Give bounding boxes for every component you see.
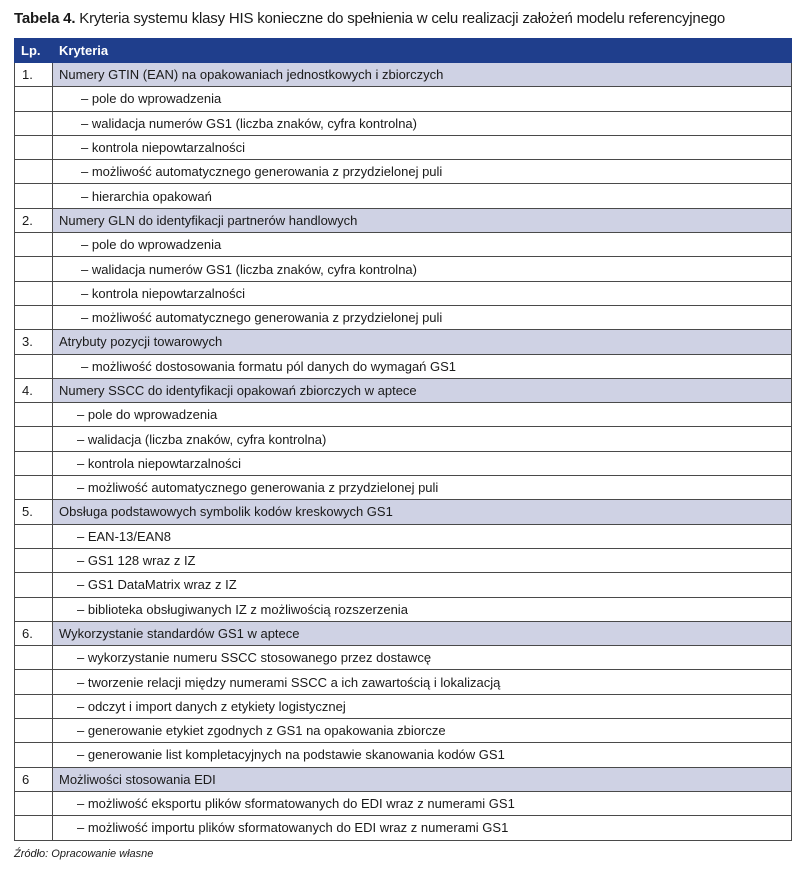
row-number-empty: [15, 791, 53, 815]
criteria-table: [14, 38, 792, 841]
row-number-empty: [15, 160, 53, 184]
row-number-empty: [15, 354, 53, 378]
row-number-empty: [15, 135, 53, 159]
table-row-group: [15, 767, 792, 791]
table-row: [15, 791, 792, 815]
row-number: 2.: [15, 208, 53, 232]
row-number-empty: [15, 281, 53, 305]
row-number-empty: [15, 719, 53, 743]
table-row: [15, 135, 792, 159]
caption-label: Tabela 4.: [14, 10, 76, 27]
table-row: [15, 160, 792, 184]
table-row: [15, 670, 792, 694]
criterion-item: – możliwość automatycznego generowania z przydzielonej puli: [53, 305, 792, 329]
table-row: [15, 694, 792, 718]
header-kryteria: Kryteria: [53, 39, 792, 63]
header-lp: Lp.: [15, 39, 53, 63]
table-row-group: [15, 208, 792, 232]
table-row: [15, 257, 792, 281]
row-number: 3.: [15, 330, 53, 354]
row-number-empty: [15, 694, 53, 718]
table-row: [15, 305, 792, 329]
table-caption: [14, 8, 790, 30]
group-title: Numery SSCC do identyfikacji opakowań zbiorczych w aptece: [53, 378, 792, 402]
criterion-item: – odczyt i import danych z etykiety logistycznej: [53, 694, 792, 718]
criterion-item: – możliwość dostosowania formatu pól danych do wymagań GS1: [53, 354, 792, 378]
table-row: [15, 476, 792, 500]
criterion-item: – kontrola niepowtarzalności: [53, 281, 792, 305]
table-row: [15, 719, 792, 743]
group-title: Numery GLN do identyfikacji partnerów handlowych: [53, 208, 792, 232]
row-number-empty: [15, 524, 53, 548]
table-row-group: [15, 330, 792, 354]
table-header-row: [15, 39, 792, 63]
row-number: 4.: [15, 378, 53, 402]
criterion-item: – wykorzystanie numeru SSCC stosowanego przez dostawcę: [53, 646, 792, 670]
criterion-item: – walidacja (liczba znaków, cyfra kontrolna): [53, 427, 792, 451]
row-number-empty: [15, 451, 53, 475]
criterion-item: – tworzenie relacji między numerami SSCC a ich zawartością i lokalizacją: [53, 670, 792, 694]
table-row: [15, 427, 792, 451]
row-number-empty: [15, 233, 53, 257]
row-number-empty: [15, 184, 53, 208]
table-row: [15, 816, 792, 840]
row-number: 6: [15, 767, 53, 791]
criterion-item: – hierarchia opakowań: [53, 184, 792, 208]
source-note: Źródło: Opracowanie własne: [14, 848, 154, 860]
row-number-empty: [15, 427, 53, 451]
row-number-empty: [15, 403, 53, 427]
criterion-item: – walidacja numerów GS1 (liczba znaków, cyfra kontrolna): [53, 257, 792, 281]
table-row: [15, 597, 792, 621]
table-row: [15, 87, 792, 111]
row-number: 1.: [15, 63, 53, 87]
row-number-empty: [15, 743, 53, 767]
criterion-item: – generowanie list kompletacyjnych na podstawie skanowania kodów GS1: [53, 743, 792, 767]
criterion-item: – biblioteka obsługiwanych IZ z możliwością rozszerzenia: [53, 597, 792, 621]
criterion-item: – możliwość importu plików sformatowanych do EDI wraz z numerami GS1: [53, 816, 792, 840]
table-row: [15, 524, 792, 548]
group-title: Wykorzystanie standardów GS1 w aptece: [53, 621, 792, 645]
row-number-empty: [15, 476, 53, 500]
group-title: Obsługa podstawowych symbolik kodów kreskowych GS1: [53, 500, 792, 524]
criterion-item: – pole do wprowadzenia: [53, 233, 792, 257]
criterion-item: – generowanie etykiet zgodnych z GS1 na opakowania zbiorcze: [53, 719, 792, 743]
row-number-empty: [15, 548, 53, 572]
table-row: [15, 646, 792, 670]
table-row-group: [15, 378, 792, 402]
table-row: [15, 451, 792, 475]
criterion-item: – walidacja numerów GS1 (liczba znaków, cyfra kontrolna): [53, 111, 792, 135]
group-title: Numery GTIN (EAN) na opakowaniach jednostkowych i zbiorczych: [53, 63, 792, 87]
criterion-item: – GS1 DataMatrix wraz z IZ: [53, 573, 792, 597]
caption-text: Kryteria systemu klasy HIS konieczne do spełnienia w celu realizacji założeń modelu referencyjnego: [79, 10, 725, 27]
row-number-empty: [15, 305, 53, 329]
table-row-group: [15, 500, 792, 524]
group-title: Możliwości stosowania EDI: [53, 767, 792, 791]
group-title: Atrybuty pozycji towarowych: [53, 330, 792, 354]
row-number-empty: [15, 87, 53, 111]
table-row: [15, 111, 792, 135]
criterion-item: – możliwość eksportu plików sformatowanych do EDI wraz z numerami GS1: [53, 791, 792, 815]
criterion-item: – kontrola niepowtarzalności: [53, 451, 792, 475]
row-number-empty: [15, 111, 53, 135]
row-number-empty: [15, 573, 53, 597]
row-number-empty: [15, 646, 53, 670]
criterion-item: – kontrola niepowtarzalności: [53, 135, 792, 159]
criterion-item: – EAN-13/EAN8: [53, 524, 792, 548]
criterion-item: – GS1 128 wraz z IZ: [53, 548, 792, 572]
table-row: [15, 184, 792, 208]
criterion-item: – możliwość automatycznego generowania z przydzielonej puli: [53, 476, 792, 500]
row-number: 5.: [15, 500, 53, 524]
table-row: [15, 233, 792, 257]
table-row: [15, 743, 792, 767]
row-number-empty: [15, 257, 53, 281]
table-row-group: [15, 621, 792, 645]
table-body: [15, 63, 792, 841]
table-row: [15, 548, 792, 572]
row-number-empty: [15, 597, 53, 621]
row-number-empty: [15, 816, 53, 840]
criterion-item: – pole do wprowadzenia: [53, 403, 792, 427]
row-number-empty: [15, 670, 53, 694]
criterion-item: – możliwość automatycznego generowania z przydzielonej puli: [53, 160, 792, 184]
table-row: [15, 354, 792, 378]
table-row: [15, 403, 792, 427]
row-number: 6.: [15, 621, 53, 645]
table-row-group: [15, 63, 792, 87]
criterion-item: – pole do wprowadzenia: [53, 87, 792, 111]
table-row: [15, 281, 792, 305]
table-row: [15, 573, 792, 597]
